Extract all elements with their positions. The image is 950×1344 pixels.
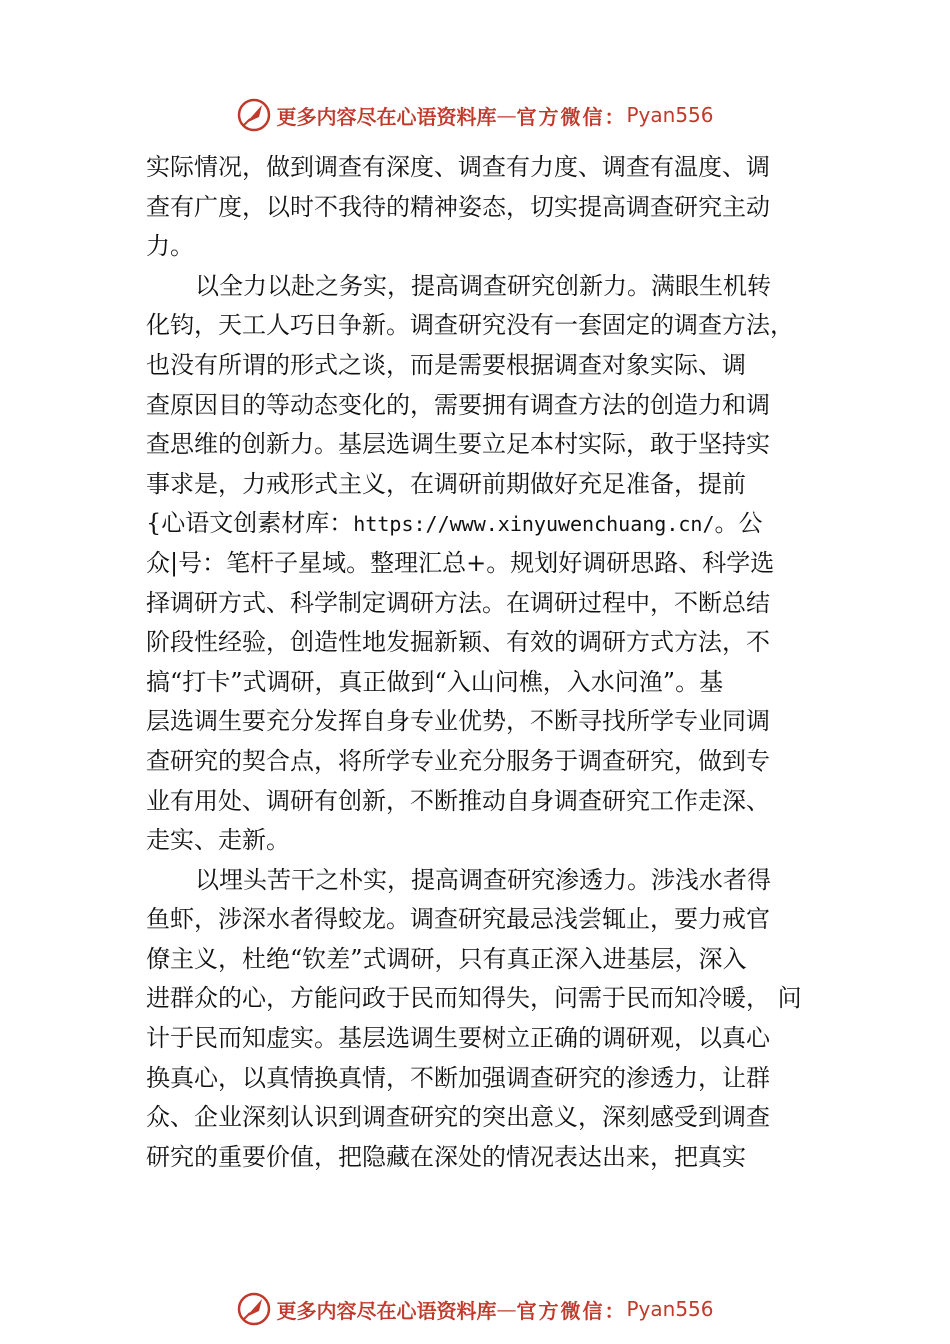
header-wechat-id: Pyan556 xyxy=(626,103,714,127)
quill-logo-icon xyxy=(236,97,272,133)
source-url: https://www.xinyuwenchuang.cn/ xyxy=(353,512,715,537)
footer-banner-label: 官方微信： xyxy=(516,1298,627,1323)
text-line: 实际情况，做到调查有深度、调查有力度、调查有温度、调 xyxy=(146,153,770,181)
source-label: {心语文创素材库： xyxy=(146,509,354,538)
text-line: 查思维的创新力。基层选调生要立足本村实际，敢于坚持实 xyxy=(146,430,770,459)
text-line: 事求是，力戒形式主义，在调研前期做好充足准备，提前 xyxy=(146,469,746,498)
footer-banner-text: 更多内容尽在心语资料库 xyxy=(276,1298,497,1323)
header-banner-label: 官方微信： xyxy=(516,104,627,129)
text-line: 鱼虾，涉深水者得蛟龙。调查研究最忌浅尝辄止，要力戒官 xyxy=(146,905,770,934)
header-watermark-banner xyxy=(0,95,950,135)
text-line: 层选调生要充分发挥自身专业优势，不断寻找所学专业同调 xyxy=(146,707,770,736)
footer-wechat-id: Pyan556 xyxy=(626,1297,714,1321)
text-line: 查有广度，以时不我待的精神姿态，切实提高调查研究主动 xyxy=(146,192,770,221)
paragraph-start-line: 以全力以赴之务实，提高调查研究创新力。满眼生机转 xyxy=(195,271,771,300)
text-line: 换真心，以真情换真情，不断加强调查研究的渗透力，让群 xyxy=(146,1063,770,1092)
text-line: 众、企业深刻认识到调查研究的突出意义，深刻感受到调查 xyxy=(146,1103,770,1132)
text-line: 走实、走新。 xyxy=(146,826,290,855)
header-banner-dash: — xyxy=(496,103,517,127)
header-banner-text: 更多内容尽在心语资料库 xyxy=(276,104,497,129)
source-suffix: 。公 xyxy=(714,509,763,538)
text-line: 查原因目的等动态变化的，需要拥有调查方法的创造力和调 xyxy=(146,390,770,419)
text-line: 查研究的契合点，将所学专业充分服务于调查研究，做到专 xyxy=(146,746,770,775)
text-line: 化钧，天工人巧日争新。调查研究没有一套固定的调查方法， xyxy=(146,311,794,340)
text-line: 业有用处、调研有创新，不断推动自身调查研究工作走深、 xyxy=(146,786,770,815)
quill-logo-icon xyxy=(236,1291,272,1327)
text-line: 进群众的心，方能问政于民而知得失，问需于民而知冷暖， 问 xyxy=(146,984,802,1013)
text-line: 研究的重要价值，把隐藏在深处的情况表达出来，把真实 xyxy=(146,1142,746,1171)
text-line: 力。 xyxy=(146,232,194,261)
footer-watermark-banner xyxy=(0,1289,950,1329)
text-line: 择调研方式、科学制定调研方法。在调研过程中，不断总结 xyxy=(146,588,770,617)
text-line: 阶段性经验，创造性地发掘新颖、有效的调研方式方法，不 xyxy=(146,628,770,657)
document-body xyxy=(146,148,826,1177)
text-line: 僚主义，杜绝“钦差”式调研，只有真正深入进基层，深入 xyxy=(146,944,747,973)
text-line: 计于民而知虚实。基层选调生要树立正确的调研观，以真心 xyxy=(146,1024,770,1053)
text-line: 搞“打卡”式调研，真正做到“入山问樵，入水问渔”。基 xyxy=(146,667,724,696)
text-line-with-url xyxy=(146,504,826,544)
text-line: 也没有所谓的形式之谈，而是需要根据调查对象实际、调 xyxy=(146,350,746,379)
paragraph-start-line: 以埋头苦干之朴实，提高调查研究渗透力。涉浅水者得 xyxy=(195,865,771,894)
text-line: 众|号：笔杆子星域。整理汇总+。规划好调研思路、科学选 xyxy=(146,548,775,577)
footer-banner-dash: — xyxy=(496,1297,517,1321)
